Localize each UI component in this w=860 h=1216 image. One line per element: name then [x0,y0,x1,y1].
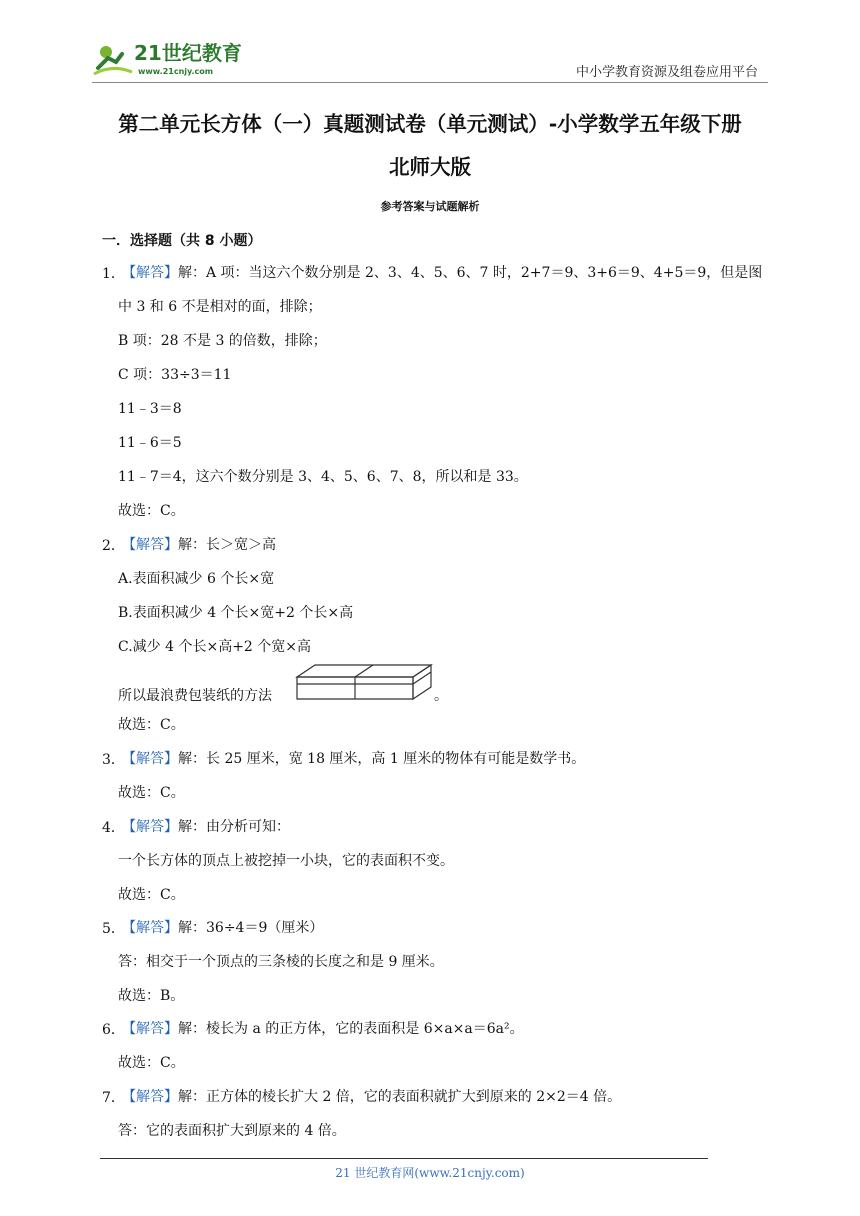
answer-tag: 【解答】 [122,819,178,835]
answer-line: 故选：C。 [118,1055,185,1071]
answer-line: A.表面积减少 6 个长×宽 [118,571,275,587]
answer-text: 解：正方体的棱长扩大 2 倍，它的表面积就扩大到原来的 2×2＝4 倍。 [178,1089,622,1105]
answer-tag: 【解答】 [122,1089,178,1105]
answer-line [122,817,290,837]
answer-line: 所以最浪费包装纸的方法 [118,688,272,704]
answer-tag: 【解答】 [122,265,178,281]
question-number: 4． [102,820,125,836]
answer-line: 故选：C。 [118,717,185,733]
answer-line: C.减少 4 个长×高+2 个宽×高 [118,639,312,655]
page-footer: 21 世纪教育网(www.21cnjy.com) [335,1166,525,1180]
cuboid-figure [295,663,435,701]
answer-line: B 项：28 不是 3 的倍数，排除； [118,333,327,349]
answer-line: 中 3 和 6 不是相对的面，排除； [118,299,322,315]
question-number: 1． [102,266,125,282]
answer-text: 解：36÷4＝9（厘米） [178,920,324,936]
answer-line: 11﹣7＝4，这六个数分别是 3、4、5、6、7、8，所以和是 33。 [118,469,528,485]
answer-line [122,535,276,555]
answer-line [122,918,323,938]
answer-tag: 【解答】 [122,751,178,767]
answer-line: 11﹣6＝5 [118,435,182,451]
answer-line [122,263,762,283]
answer-text: 解：A 项：当这六个数分别是 2、3、4、5、6、7 时，2+7＝9、3+6＝9、4+5＝9，但是图 [178,265,763,281]
page-title: 第二单元长方体（一）真题测试卷（单元测试）-小学数学五年级下册 [118,112,742,136]
logo-icon [92,34,262,78]
answer-tag: 【解答】 [122,920,178,936]
question-number: 2． [102,538,125,554]
answer-text: 解：长＞宽＞高 [178,537,276,553]
answer-line: 11﹣3＝8 [118,401,182,417]
answer-line: 答：它的表面积扩大到原来的 4 倍。 [118,1123,346,1139]
logo-text: 21世纪教育 [134,41,242,65]
answer-text: 解：长 25 厘米，宽 18 厘米，高 1 厘米的物体有可能是数学书。 [178,751,586,767]
answer-line: 故选：C。 [118,785,185,801]
section-heading: 一．选择题（共 8 小题） [102,233,262,249]
page-subtitle: 参考答案与试题解析 [380,200,480,213]
answer-line: 故选：B。 [118,988,185,1004]
answer-line: C 项：33÷3＝11 [118,367,232,383]
question-number: 5． [102,921,125,937]
answer-line [122,749,585,769]
answer-tag: 【解答】 [122,1021,178,1037]
page-title-line2: 北师大版 [389,155,471,179]
answer-line: 故选：C。 [118,503,185,519]
answer-line: 故选：C。 [118,887,185,903]
answer-tag: 【解答】 [122,537,178,553]
answer-line [122,1087,621,1107]
answer-text: 解：棱长为 a 的正方体，它的表面积是 6×a×a＝6a²。 [178,1021,524,1037]
logo-url: www.21cnjy.com [138,67,214,76]
answer-text: 解：由分析可知： [178,819,290,835]
footer-divider [100,1158,708,1159]
header-divider [92,82,768,83]
question-number: 6． [102,1022,125,1038]
answer-line: 一个长方体的顶点上被挖掉一小块，它的表面积不变。 [118,853,454,869]
question-number: 7． [102,1090,125,1106]
answer-line: 答：相交于一个顶点的三条棱的长度之和是 9 厘米。 [118,954,444,970]
platform-name: 中小学教育资源及组卷应用平台 [575,65,758,80]
question-number: 3． [102,752,125,768]
answer-line: B.表面积减少 4 个长×宽+2 个长×高 [118,605,354,621]
answer-line: 。 [434,688,448,704]
answer-line [122,1019,524,1039]
page-header [92,28,768,84]
